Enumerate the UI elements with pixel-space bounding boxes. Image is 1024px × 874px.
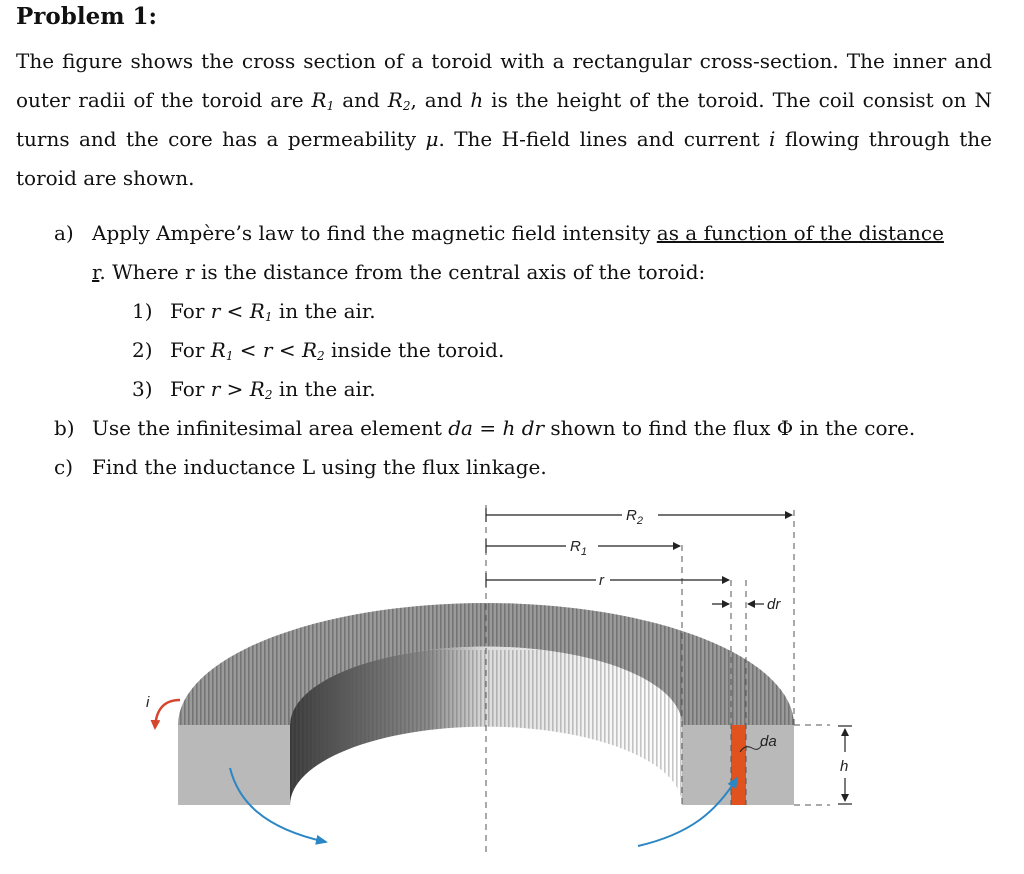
sub2-expr-a: R — [210, 338, 226, 362]
sub1-sub: 1 — [264, 310, 273, 324]
part-b-pre: Use the infinitesimal area element — [92, 416, 449, 440]
sub2-num: 2) — [132, 338, 153, 362]
intro-text-3: , and — [410, 88, 471, 112]
r-label: r — [599, 572, 604, 589]
symbol-mu: μ — [425, 127, 439, 151]
part-a-label: a) — [54, 221, 74, 245]
problem-description — [16, 42, 992, 198]
sub1-pre: For — [170, 299, 211, 323]
sub3-post: in the air. — [272, 377, 376, 401]
part-c-label: c) — [54, 455, 74, 479]
sub2-sub-a: 1 — [225, 349, 234, 363]
sub2-sub-b: 2 — [317, 349, 325, 363]
symbol-r1: R — [311, 88, 327, 112]
dr-label: dr — [767, 596, 781, 613]
sub1-num: 1) — [132, 299, 153, 323]
symbol-r2: R — [387, 88, 403, 112]
part-a-line-1 — [54, 214, 944, 253]
intro-text-2: and — [334, 88, 388, 112]
part-b-label: b) — [54, 416, 75, 440]
r2-label: $R_2$ — [626, 507, 643, 527]
part-b-post: shown to find the flux Φ in the core. — [544, 416, 916, 440]
sub2-mid: < r < — [233, 338, 302, 362]
part-c — [54, 448, 547, 487]
sub3-sub: 2 — [264, 388, 273, 402]
intro-text-6: flowing through the toroid are shown. — [16, 127, 992, 190]
sub2-expr-b: R — [301, 338, 318, 362]
intro-text-4: is the height of the toroid. The coil consist on N turns and the core has a permeability — [16, 88, 992, 151]
part-b — [54, 409, 915, 448]
sub3-expr: r > R — [210, 377, 265, 401]
da-label: da — [760, 733, 777, 750]
part-a-line-2 — [92, 253, 705, 292]
part-a-sub-1 — [132, 292, 376, 331]
current-label: i — [146, 694, 150, 711]
symbol-r2-sub: 2 — [402, 99, 411, 113]
part-a-text-2: . Where r is the distance from the central axis of the toroid: — [99, 260, 706, 284]
part-b-formula: da = h dr — [448, 416, 545, 440]
part-c-text: Find the inductance L using the flux linkage. — [92, 455, 547, 479]
sub3-pre: For — [170, 377, 211, 401]
area-element-strip — [731, 725, 746, 805]
part-a-text: Apply Ampère’s law to find the magnetic field intensity — [92, 221, 657, 245]
symbol-i: i — [769, 127, 776, 151]
sub1-expr: r < R — [210, 299, 265, 323]
current-arrow — [155, 700, 180, 728]
part-a-underlined: as a function of the distance — [656, 221, 944, 245]
part-a-underlined-r: r — [92, 260, 100, 284]
r1-label: $R_1$ — [570, 538, 587, 558]
toroid-figure — [140, 495, 870, 860]
intro-text-5: . The H-field lines and current — [438, 127, 770, 151]
sub2-pre: For — [170, 338, 211, 362]
sub1-post: in the air. — [272, 299, 376, 323]
part-a-sub-2 — [132, 331, 504, 370]
sub3-num: 3) — [132, 377, 153, 401]
symbol-h: h — [470, 88, 484, 112]
h-label: h — [840, 758, 849, 775]
left-cross-section — [178, 725, 290, 805]
part-a-sub-3 — [132, 370, 376, 409]
sub2-post: inside the toroid. — [324, 338, 505, 362]
intro-text-1: The figure shows the cross section of a toroid with a rectangular cross-section. The inner and outer radii of the toroid are — [16, 49, 992, 112]
problem-title: Problem 1: — [16, 3, 158, 30]
symbol-r1-sub: 1 — [326, 99, 335, 113]
